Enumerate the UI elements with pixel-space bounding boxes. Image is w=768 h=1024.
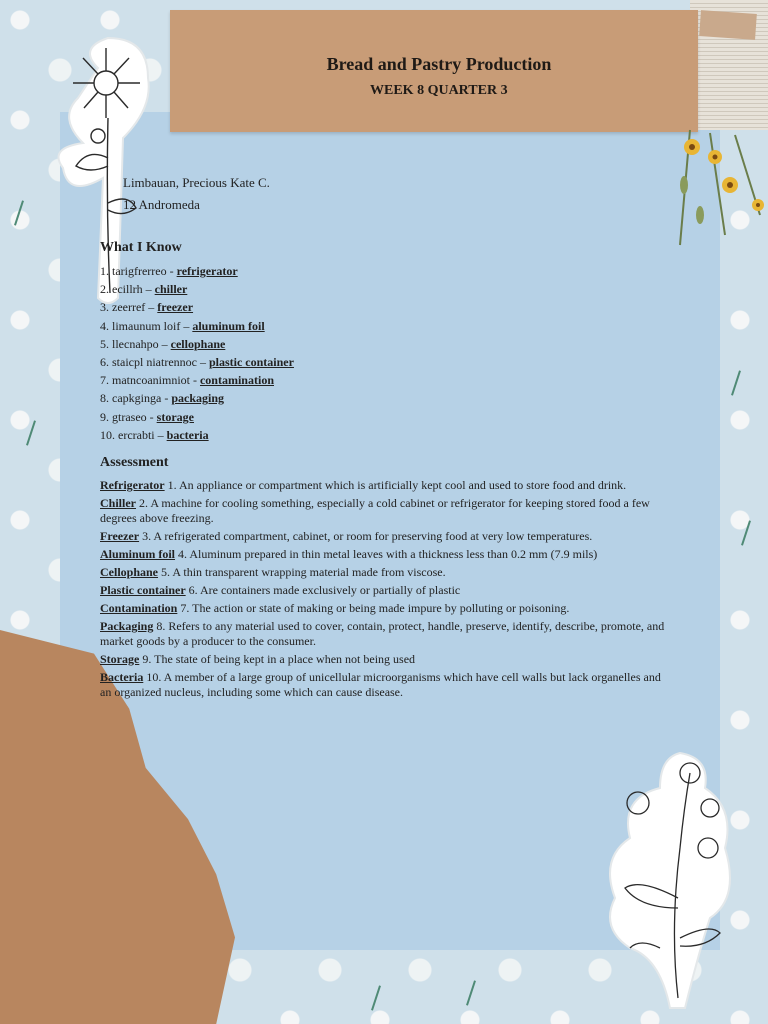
assessment-list (100, 478, 675, 703)
assessment-item (100, 478, 675, 493)
list-item: 8. capkginga - packaging (100, 391, 224, 406)
term: Storage (100, 652, 140, 666)
answer: contamination (199, 373, 274, 388)
list-item: 6. staicpl niatrennoc – plastic container (100, 354, 294, 369)
assessment-item (100, 565, 675, 580)
list-item: 5. llecnahpo – cellophane (100, 336, 226, 351)
definition: 10. A member of a large group of unicellular microorganisms which have cell walls but lack organelles and an organized nucleus, including some which can cause disease. (100, 670, 661, 699)
term: Cellophane (100, 565, 159, 579)
answer: aluminum foil (192, 318, 265, 333)
list-item: 2. ecillrh – chiller (100, 282, 188, 297)
term: Packaging (100, 619, 154, 633)
term: Chiller (100, 496, 136, 510)
tape-strip (699, 10, 757, 40)
student-info (123, 172, 270, 216)
answer: freezer (157, 300, 194, 315)
answer: storage (156, 409, 194, 424)
list-item: 7. matncoanimniot - contamination (100, 373, 274, 388)
assessment-heading: Assessment (100, 455, 169, 470)
answer: plastic container (208, 354, 294, 369)
definition: 9. The state of being kept in a place when not being used (139, 652, 416, 666)
term: Refrigerator (100, 478, 165, 492)
assessment-item (100, 583, 675, 598)
student-name: Limbauan, Precious Kate C. (123, 175, 270, 190)
term: Freezer (100, 529, 140, 543)
definition: 4. Aluminum prepared in thin metal leaves with a thickness less than 0.2 mm (7.9 mils) (175, 547, 598, 561)
list-item: 4. limaunum loif – aluminum foil (100, 318, 265, 333)
term: Aluminum foil (100, 547, 176, 561)
assessment-item (100, 670, 675, 700)
week-quarter-label: WEEK 8 QUARTER 3 (370, 83, 508, 98)
assessment-item (100, 496, 675, 526)
document-title: Bread and Pastry Production (326, 54, 552, 74)
term: Bacteria (100, 670, 144, 684)
answer: refrigerator (176, 264, 238, 278)
answer: cellophane (170, 336, 226, 351)
what-i-know-list (100, 262, 294, 444)
definition: 5. A thin transparent wrapping material made from viscose. (158, 565, 446, 579)
assessment-item (100, 652, 675, 667)
definition: 2. A machine for cooling something, especially a cold cabinet or refrigerator for keeping stored food a few degrees above freezing. (100, 496, 650, 525)
assessment-item (100, 529, 675, 544)
definition: 1. An appliance or compartment which is artificially kept cool and used to store food and drink. (164, 478, 627, 492)
answer: packaging (171, 391, 224, 406)
definition: 3. A refrigerated compartment, cabinet, or room for preserving food at very low temperatures. (139, 529, 593, 543)
hanging-flowers-icon (640, 125, 768, 255)
term: Plastic container (100, 583, 186, 597)
list-item: 3. zeerref – freezer (100, 300, 194, 315)
assessment-item (100, 601, 675, 616)
answer: bacteria (166, 427, 209, 442)
assessment-item (100, 547, 675, 562)
definition: 8. Refers to any material used to cover, contain, protect, handle, preserve, identify, describe, promote, and market goods by a producer to the consumer. (100, 619, 665, 648)
list-item: 1. tarigfrerreo - refrigerator (100, 264, 238, 278)
assessment-item (100, 619, 675, 649)
what-i-know-heading: What I Know (100, 240, 182, 255)
student-section: 12 Andromeda (123, 197, 200, 212)
list-item: 10. ercrabti – bacteria (100, 427, 209, 442)
definition: 7. The action or state of making or being made impure by polluting or poisoning. (177, 601, 570, 615)
answer: chiller (154, 282, 188, 297)
sweet-pea-sticker-icon (600, 748, 740, 1018)
list-item: 9. gtraseo - storage (100, 409, 194, 424)
definition: 6. Are containers made exclusively or partially of plastic (185, 583, 461, 597)
header-banner (170, 10, 698, 132)
term: Contamination (100, 601, 178, 615)
